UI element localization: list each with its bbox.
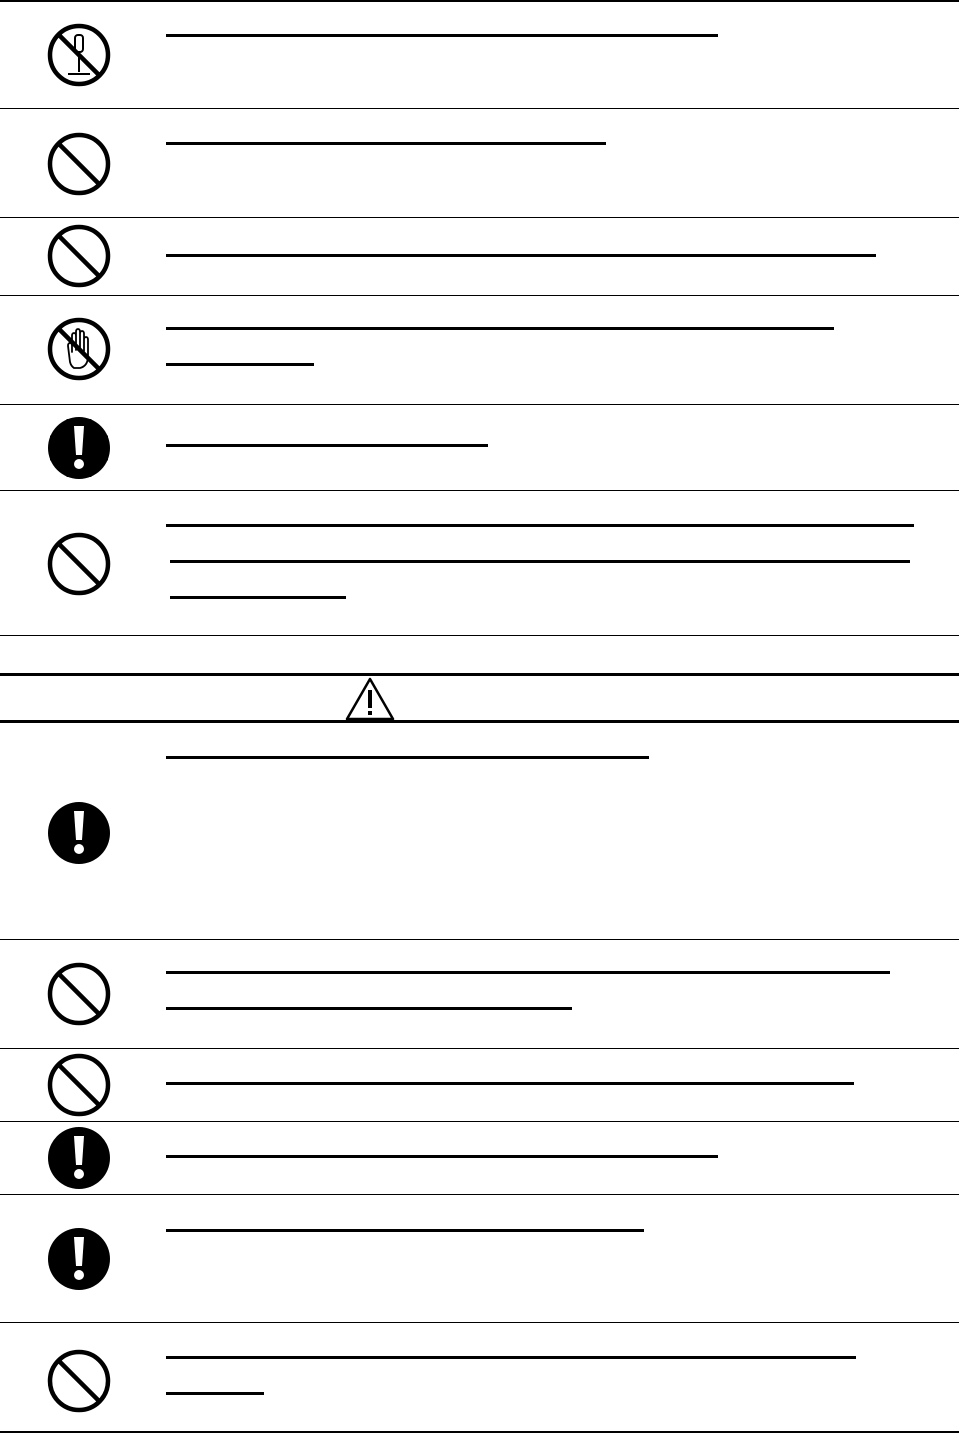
text-line	[166, 1007, 572, 1010]
caution-row-3	[0, 1048, 959, 1121]
text-line	[166, 444, 488, 447]
text-line	[166, 363, 314, 366]
text-line	[166, 971, 890, 974]
warning-row-4	[0, 295, 959, 404]
caution-header-top-rule	[0, 673, 959, 676]
text-line	[170, 596, 346, 599]
text-line	[166, 1356, 856, 1359]
mandatory-action-icon	[46, 1226, 112, 1292]
text-line	[166, 524, 914, 527]
warning-row-1	[0, 0, 959, 108]
prohibited-icon	[46, 531, 112, 597]
warning-row-2	[0, 108, 959, 217]
warning-row-6	[0, 490, 959, 635]
prohibited-icon	[46, 961, 112, 1027]
prohibited-icon	[46, 1052, 112, 1118]
text-line	[166, 34, 718, 37]
no-disassemble-icon	[46, 22, 112, 88]
warning-row-5	[0, 404, 959, 490]
text-line	[166, 1155, 718, 1158]
prohibited-icon	[46, 1348, 112, 1414]
caution-triangle-icon	[344, 676, 396, 722]
caution-row-1	[0, 723, 959, 939]
text-line	[166, 756, 649, 759]
caution-row-4	[0, 1121, 959, 1194]
row-divider	[0, 635, 959, 636]
text-line	[166, 142, 606, 145]
text-line	[166, 254, 876, 257]
caution-row-5	[0, 1194, 959, 1322]
text-line	[166, 1229, 644, 1232]
prohibited-icon	[46, 131, 112, 197]
mandatory-action-icon	[46, 800, 112, 866]
text-line	[166, 327, 834, 330]
caution-row-2	[0, 939, 959, 1048]
text-line	[166, 1392, 264, 1395]
text-line	[170, 560, 910, 563]
warning-row-3	[0, 217, 959, 295]
mandatory-action-icon	[46, 1125, 112, 1191]
mandatory-action-icon	[46, 415, 112, 481]
do-not-touch-icon	[46, 316, 112, 382]
text-line	[166, 1082, 854, 1085]
caution-row-6	[0, 1322, 959, 1431]
prohibited-icon	[46, 223, 112, 289]
